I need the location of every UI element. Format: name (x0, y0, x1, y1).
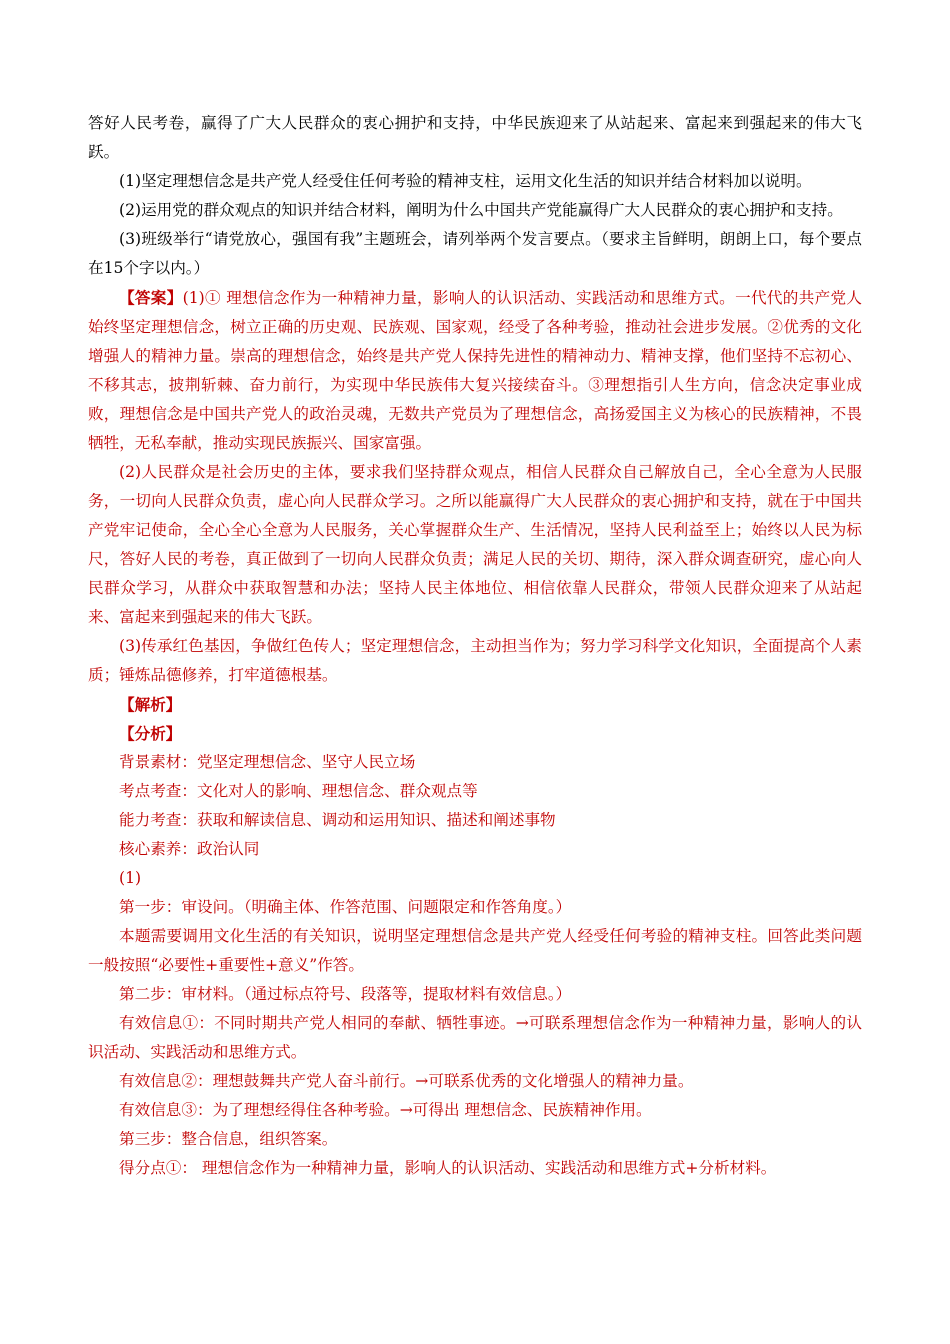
analysis-info-1: 有效信息①：不同时期共产党人相同的奉献、牺牲事迹。→可联系理想信念作为一种精神力量，影响人的认识活动、实践活动和思维方式。 (88, 1014, 862, 1061)
analysis-step-2: 第二步：审材料。（通过标点符号、段落等，提取材料有效信息。） (119, 985, 572, 1003)
analysis-background: 背景素材：党坚定理想信念、坚守人民立场 (119, 753, 416, 771)
analysis-topics: 考点考查：文化对人的影响、理想信念、群众观点等 (119, 782, 478, 800)
analysis-score-point-1: 得分点①： 理想信念作为一种精神力量，影响人的认识活动、实践活动和思维方式+分析材料。 (119, 1159, 777, 1177)
analysis-label-fenxi: 【分析】 (119, 724, 182, 743)
answer-paragraph-3: (3)传承红色基因，争做红色传人；坚定理想信念，主动担当作为；努力学习科学文化知识，全面提高个人素质；锤炼品德修养，打牢道德根基。 (88, 637, 862, 684)
analysis-info-3: 有效信息③：为了理想经得住各种考验。→可得出 理想信念、民族精神作用。 (119, 1101, 652, 1119)
answer-paragraph-2: (2)人民群众是社会历史的主体，要求我们坚持群众观点，相信人民群众自己解放自己，全心全意为人民服务，一切向人民群众负责，虚心向人民群众学习。之所以能赢得广大人民群众的衷心拥护和支持，就在于中国共产党牢记使命，全心全心全意为人民服务，关心掌握群众生产、生活情况，坚持人民利益至上；始终以人民为标尺，答好人民的考卷，真正做到了一切向人民群众负责；满足人民的关切、期待，深入群众调查研究，虚心向人民群众学习，从群众中获取智慧和办法；坚持人民主体地位、相信依靠人民群众，带领人民群众迎来了从站起来、富起来到强起来的伟大飞跃。 (88, 463, 862, 626)
analysis-info-2: 有效信息②：理想鼓舞共产党人奋斗前行。→可联系优秀的文化增强人的精神力量。 (119, 1072, 694, 1090)
question-1: (1)坚定理想信念是共产党人经受住任何考验的精神支柱，运用文化生活的知识并结合材料加以说明。 (119, 172, 812, 190)
analysis-step-1-detail: 本题需要调用文化生活的有关知识，说明坚定理想信念是共产党人经受任何考验的精神支柱。回答此类问题一般按照“必要性+重要性+意义”作答。 (88, 927, 862, 974)
answer-label: 【答案】 (119, 288, 183, 307)
question-3: (3)班级举行“请党放心，强国有我”主题班会，请列举两个发言要点。（要求主旨鲜明，朗朗上口，每个要点在15个字以内。） (88, 230, 862, 277)
analysis-core-literacy: 核心素养：政治认同 (119, 840, 260, 858)
analysis-label-jiexi: 【解析】 (119, 695, 182, 714)
answer-paragraph-1 (88, 283, 862, 458)
answer-1-text: (1)① 理想信念作为一种精神力量，影响人的认识活动、实践活动和思维方式。一代代的共产党人始终坚定理想信念，树立正确的历史观、民族观、国家观，经受了各种考验，推动社会进步发展。②优秀的文化增强人的精神力量。崇高的理想信念，始终是共产党人保持先进性的精神动力、精神支撑，他们坚持不忘初心、不移其志，披荆斩棘、奋力前行，为实现中华民族伟大复兴接续奋斗。③理想指引人生方向，信念决定事业成败，理想信念是中国共产党人的政治灵魂，无数共产党员为了理想信念，高扬爱国主义为核心的民族精神，不畏牺牲，无私奉献，推动实现民族振兴、国家富强。 (88, 289, 862, 452)
analysis-abilities: 能力考查：获取和解读信息、调动和运用知识、描述和阐述事物 (119, 811, 556, 829)
material-tail-paragraph: 答好人民考卷，赢得了广大人民群众的衷心拥护和支持，中华民族迎来了从站起来、富起来到强起来的伟大飞跃。 (88, 114, 862, 161)
question-2: (2)运用党的群众观点的知识并结合材料，阐明为什么中国共产党能赢得广大人民群众的衷心拥护和支持。 (119, 201, 843, 219)
analysis-step-1: 第一步：审设问。（明确主体、作答范围、问题限定和作答角度。） (119, 898, 572, 916)
analysis-part-1-label: (1) (119, 869, 142, 887)
analysis-step-3: 第三步：整合信息，组织答案。 (119, 1130, 338, 1148)
